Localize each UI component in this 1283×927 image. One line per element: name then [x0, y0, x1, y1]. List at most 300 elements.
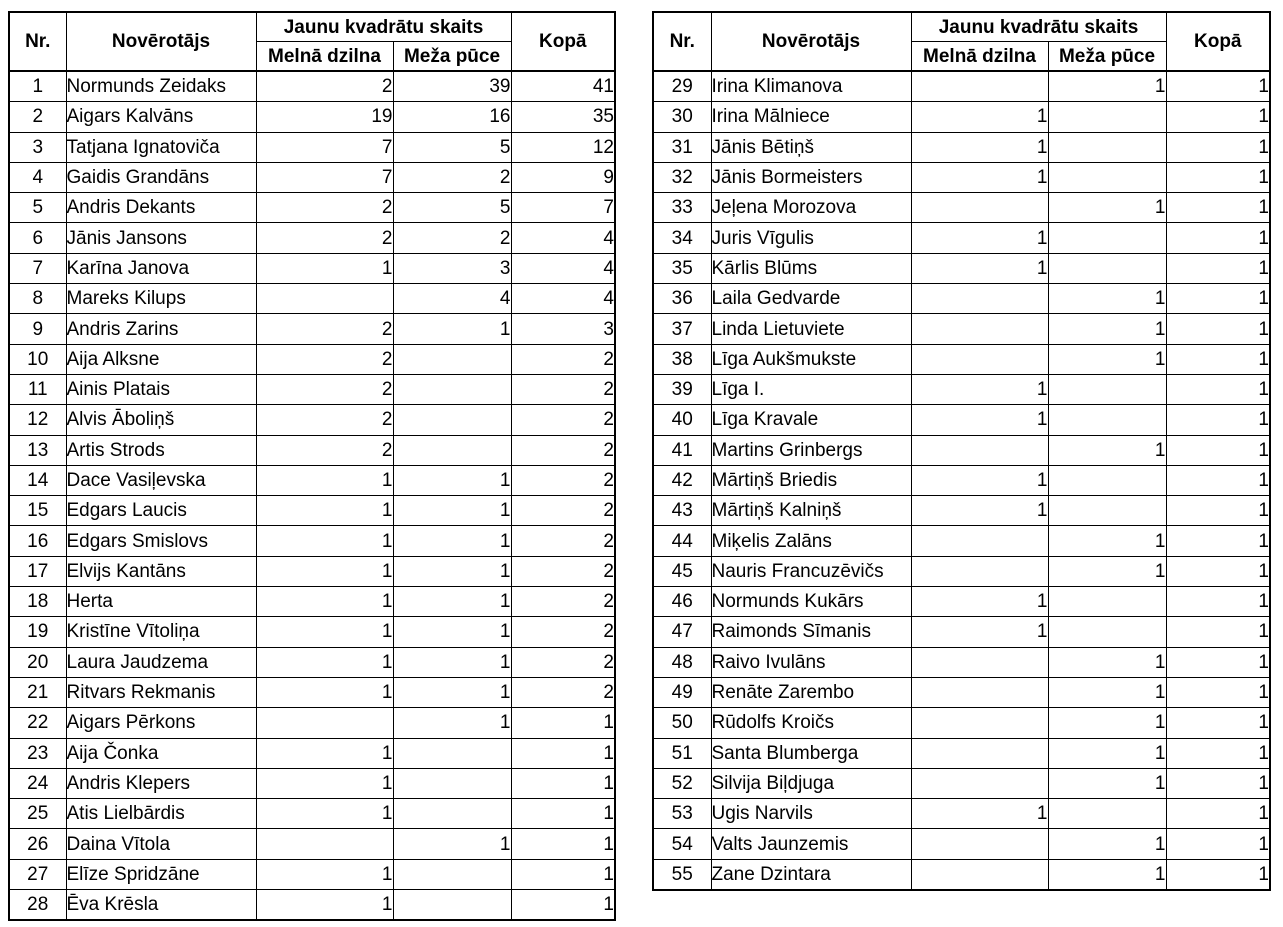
header-new-squares: Jaunu kvadrātu skaits — [256, 12, 511, 42]
row-number: 31 — [653, 132, 711, 162]
tawny-owl-count: 1 — [1048, 829, 1166, 859]
total-count: 1 — [1166, 465, 1270, 495]
total-count: 1 — [511, 768, 615, 798]
table-row — [9, 677, 615, 707]
total-count: 41 — [511, 71, 615, 102]
table-row — [653, 253, 1270, 283]
header-tawny-owl: Meža pūce — [393, 42, 511, 72]
tawny-owl-count — [393, 405, 511, 435]
row-number: 22 — [9, 708, 66, 738]
observer-name: Alvis Āboliņš — [66, 405, 256, 435]
total-count: 2 — [511, 587, 615, 617]
observer-name: Nauris Francuzēvičs — [711, 556, 911, 586]
total-count: 12 — [511, 132, 615, 162]
tawny-owl-count: 1 — [1048, 556, 1166, 586]
observer-name: Jeļena Morozova — [711, 193, 911, 223]
header-black-woodpecker: Melnā dzilna — [911, 42, 1048, 72]
observer-name: Ritvars Rekmanis — [66, 677, 256, 707]
observer-name: Atis Lielbārdis — [66, 799, 256, 829]
observer-name: Karīna Janova — [66, 253, 256, 283]
total-count: 1 — [511, 890, 615, 921]
black-woodpecker-count: 1 — [256, 496, 393, 526]
black-woodpecker-count: 1 — [256, 799, 393, 829]
table-row — [653, 677, 1270, 707]
total-count: 1 — [1166, 677, 1270, 707]
black-woodpecker-count — [911, 859, 1048, 890]
observers-table-right — [652, 11, 1271, 891]
table-body-right — [653, 71, 1270, 890]
row-number: 46 — [653, 587, 711, 617]
table-row — [9, 890, 615, 921]
total-count: 1 — [1166, 768, 1270, 798]
row-number: 29 — [653, 71, 711, 102]
table-row — [9, 526, 615, 556]
observer-name: Irina Klimanova — [711, 71, 911, 102]
observer-name: Mārtiņš Kalniņš — [711, 496, 911, 526]
header-nr: Nr. — [9, 12, 66, 71]
black-woodpecker-count: 1 — [256, 677, 393, 707]
row-number: 20 — [9, 647, 66, 677]
black-woodpecker-count: 2 — [256, 223, 393, 253]
row-number: 23 — [9, 738, 66, 768]
black-woodpecker-count — [256, 708, 393, 738]
table-row — [9, 708, 615, 738]
row-number: 49 — [653, 677, 711, 707]
black-woodpecker-count — [911, 647, 1048, 677]
table-row — [9, 496, 615, 526]
black-woodpecker-count: 1 — [256, 768, 393, 798]
table-body-left — [9, 71, 615, 920]
observer-name: Herta — [66, 587, 256, 617]
observer-name: Normunds Zeidaks — [66, 71, 256, 102]
table-row — [653, 829, 1270, 859]
total-count: 9 — [511, 162, 615, 192]
row-number: 2 — [9, 102, 66, 132]
table-row — [9, 162, 615, 192]
observer-name: Andris Zarins — [66, 314, 256, 344]
observer-name: Normunds Kukārs — [711, 587, 911, 617]
total-count: 2 — [511, 344, 615, 374]
observer-name: Zane Dzintara — [711, 859, 911, 890]
black-woodpecker-count: 2 — [256, 344, 393, 374]
row-number: 18 — [9, 587, 66, 617]
black-woodpecker-count: 19 — [256, 102, 393, 132]
table-row — [653, 647, 1270, 677]
total-count: 1 — [1166, 647, 1270, 677]
tawny-owl-count: 1 — [1048, 708, 1166, 738]
observer-name: Elīze Spridzāne — [66, 859, 256, 889]
black-woodpecker-count: 1 — [256, 738, 393, 768]
black-woodpecker-count: 2 — [256, 374, 393, 404]
table-row — [653, 435, 1270, 465]
observer-name: Jānis Bormeisters — [711, 162, 911, 192]
table-row — [653, 465, 1270, 495]
tawny-owl-count: 2 — [393, 162, 511, 192]
tawny-owl-count: 1 — [1048, 314, 1166, 344]
row-number: 28 — [9, 890, 66, 921]
total-count: 1 — [511, 738, 615, 768]
black-woodpecker-count: 1 — [256, 465, 393, 495]
black-woodpecker-count: 1 — [256, 647, 393, 677]
total-count: 1 — [1166, 526, 1270, 556]
total-count: 1 — [1166, 496, 1270, 526]
black-woodpecker-count — [911, 344, 1048, 374]
tawny-owl-count — [1048, 223, 1166, 253]
table-row — [653, 162, 1270, 192]
row-number: 21 — [9, 677, 66, 707]
observer-name: Valts Jaunzemis — [711, 829, 911, 859]
table-row — [9, 768, 615, 798]
header-tawny-owl: Meža pūce — [1048, 42, 1166, 72]
tawny-owl-count: 1 — [393, 556, 511, 586]
total-count: 2 — [511, 526, 615, 556]
tawny-owl-count — [393, 435, 511, 465]
row-number: 37 — [653, 314, 711, 344]
black-woodpecker-count — [911, 829, 1048, 859]
tawny-owl-count: 1 — [393, 526, 511, 556]
row-number: 25 — [9, 799, 66, 829]
tawny-owl-count: 1 — [393, 708, 511, 738]
tawny-owl-count: 1 — [1048, 647, 1166, 677]
observer-name: Edgars Smislovs — [66, 526, 256, 556]
row-number: 38 — [653, 344, 711, 374]
black-woodpecker-count: 2 — [256, 435, 393, 465]
total-count: 1 — [511, 799, 615, 829]
observer-name: Aigars Pērkons — [66, 708, 256, 738]
total-count: 1 — [1166, 435, 1270, 465]
total-count: 2 — [511, 405, 615, 435]
table-row — [653, 526, 1270, 556]
tawny-owl-count — [1048, 799, 1166, 829]
row-number: 54 — [653, 829, 711, 859]
tawny-owl-count: 3 — [393, 253, 511, 283]
row-number: 30 — [653, 102, 711, 132]
total-count: 4 — [511, 223, 615, 253]
row-number: 33 — [653, 193, 711, 223]
tawny-owl-count — [1048, 102, 1166, 132]
observer-name: Juris Vīgulis — [711, 223, 911, 253]
black-woodpecker-count: 1 — [911, 799, 1048, 829]
black-woodpecker-count: 1 — [911, 587, 1048, 617]
total-count: 1 — [1166, 859, 1270, 890]
black-woodpecker-count — [911, 314, 1048, 344]
row-number: 17 — [9, 556, 66, 586]
tawny-owl-count: 16 — [393, 102, 511, 132]
table-row — [653, 708, 1270, 738]
total-count: 1 — [1166, 587, 1270, 617]
table-row — [653, 314, 1270, 344]
tawny-owl-count — [1048, 465, 1166, 495]
row-number: 44 — [653, 526, 711, 556]
observer-name: Andris Klepers — [66, 768, 256, 798]
observer-name: Rūdolfs Kroičs — [711, 708, 911, 738]
table-row — [653, 799, 1270, 829]
observer-name: Laura Jaudzema — [66, 647, 256, 677]
black-woodpecker-count: 1 — [911, 162, 1048, 192]
row-number: 55 — [653, 859, 711, 890]
row-number: 16 — [9, 526, 66, 556]
tawny-owl-count: 1 — [1048, 71, 1166, 102]
row-number: 4 — [9, 162, 66, 192]
black-woodpecker-count: 1 — [911, 405, 1048, 435]
black-woodpecker-count — [911, 768, 1048, 798]
black-woodpecker-count: 1 — [911, 102, 1048, 132]
observer-name: Irina Mālniece — [711, 102, 911, 132]
total-count: 35 — [511, 102, 615, 132]
observer-name: Dace Vasiļevska — [66, 465, 256, 495]
observer-name: Daina Vītola — [66, 829, 256, 859]
tawny-owl-count — [1048, 162, 1166, 192]
total-count: 1 — [511, 708, 615, 738]
tawny-owl-count: 1 — [393, 314, 511, 344]
table-row — [653, 556, 1270, 586]
row-number: 34 — [653, 223, 711, 253]
total-count: 1 — [1166, 374, 1270, 404]
black-woodpecker-count: 2 — [256, 405, 393, 435]
table-row — [653, 587, 1270, 617]
row-number: 48 — [653, 647, 711, 677]
observer-name: Gaidis Grandāns — [66, 162, 256, 192]
observer-name: Ainis Platais — [66, 374, 256, 404]
black-woodpecker-count: 2 — [256, 71, 393, 102]
tawny-owl-count — [393, 799, 511, 829]
observer-name: Artis Strods — [66, 435, 256, 465]
row-number: 6 — [9, 223, 66, 253]
tawny-owl-count: 5 — [393, 193, 511, 223]
tawny-owl-count: 1 — [1048, 284, 1166, 314]
total-count: 1 — [1166, 71, 1270, 102]
observer-name: Linda Lietuviete — [711, 314, 911, 344]
table-row — [653, 768, 1270, 798]
total-count: 1 — [511, 829, 615, 859]
observer-name: Miķelis Zalāns — [711, 526, 911, 556]
observer-name: Līga I. — [711, 374, 911, 404]
black-woodpecker-count: 1 — [911, 617, 1048, 647]
table-row — [9, 223, 615, 253]
black-woodpecker-count: 1 — [911, 132, 1048, 162]
black-woodpecker-count: 2 — [256, 314, 393, 344]
black-woodpecker-count — [911, 71, 1048, 102]
table-row — [653, 405, 1270, 435]
total-count: 1 — [1166, 829, 1270, 859]
observer-name: Raivo Ivulāns — [711, 647, 911, 677]
total-count: 1 — [1166, 162, 1270, 192]
row-number: 1 — [9, 71, 66, 102]
table-row — [653, 859, 1270, 890]
total-count: 1 — [1166, 253, 1270, 283]
total-count: 1 — [1166, 617, 1270, 647]
observer-name: Aija Čonka — [66, 738, 256, 768]
total-count: 3 — [511, 314, 615, 344]
black-woodpecker-count: 1 — [256, 890, 393, 921]
total-count: 2 — [511, 617, 615, 647]
black-woodpecker-count: 1 — [256, 253, 393, 283]
tawny-owl-count: 1 — [1048, 435, 1166, 465]
total-count: 1 — [1166, 193, 1270, 223]
total-count: 2 — [511, 647, 615, 677]
black-woodpecker-count: 7 — [256, 132, 393, 162]
table-row — [653, 193, 1270, 223]
observer-name: Kristīne Vītoliņa — [66, 617, 256, 647]
tawny-owl-count — [393, 768, 511, 798]
black-woodpecker-count — [911, 193, 1048, 223]
tawny-owl-count: 1 — [393, 829, 511, 859]
table-row — [653, 223, 1270, 253]
observer-name: Renāte Zarembo — [711, 677, 911, 707]
table-row — [653, 374, 1270, 404]
table-row — [653, 132, 1270, 162]
total-count: 1 — [1166, 132, 1270, 162]
tawny-owl-count — [1048, 132, 1166, 162]
tawny-owl-count — [1048, 374, 1166, 404]
tawny-owl-count: 1 — [393, 647, 511, 677]
black-woodpecker-count: 1 — [256, 617, 393, 647]
row-number: 10 — [9, 344, 66, 374]
total-count: 1 — [1166, 344, 1270, 374]
table-row — [653, 102, 1270, 132]
observer-name: Aigars Kalvāns — [66, 102, 256, 132]
total-count: 1 — [511, 859, 615, 889]
observer-name: Elvijs Kantāns — [66, 556, 256, 586]
observer-name: Jānis Bētiņš — [711, 132, 911, 162]
tawny-owl-count: 1 — [1048, 344, 1166, 374]
tawny-owl-count — [1048, 405, 1166, 435]
tawny-owl-count: 1 — [393, 617, 511, 647]
tawny-owl-count: 1 — [393, 587, 511, 617]
table-row — [9, 647, 615, 677]
black-woodpecker-count: 1 — [911, 223, 1048, 253]
row-number: 14 — [9, 465, 66, 495]
table-row — [653, 344, 1270, 374]
header-total: Kopā — [1166, 12, 1270, 71]
total-count: 1 — [1166, 799, 1270, 829]
total-count: 1 — [1166, 284, 1270, 314]
total-count: 1 — [1166, 738, 1270, 768]
row-number: 3 — [9, 132, 66, 162]
black-woodpecker-count: 1 — [911, 253, 1048, 283]
table-row — [9, 799, 615, 829]
row-number: 19 — [9, 617, 66, 647]
observer-name: Silvija Biļdjuga — [711, 768, 911, 798]
observer-name: Martins Grinbergs — [711, 435, 911, 465]
header-observer: Novērotājs — [66, 12, 256, 71]
black-woodpecker-count: 1 — [911, 374, 1048, 404]
tawny-owl-count: 39 — [393, 71, 511, 102]
tawny-owl-count: 1 — [1048, 677, 1166, 707]
black-woodpecker-count: 1 — [256, 587, 393, 617]
tawny-owl-count: 2 — [393, 223, 511, 253]
row-number: 13 — [9, 435, 66, 465]
tawny-owl-count — [393, 890, 511, 921]
total-count: 1 — [1166, 314, 1270, 344]
header-observer: Novērotājs — [711, 12, 911, 71]
observer-name: Mareks Kilups — [66, 284, 256, 314]
row-number: 47 — [653, 617, 711, 647]
black-woodpecker-count: 1 — [911, 496, 1048, 526]
observer-name: Kārlis Blūms — [711, 253, 911, 283]
tawny-owl-count — [393, 344, 511, 374]
table-row — [9, 465, 615, 495]
row-number: 53 — [653, 799, 711, 829]
observer-name: Andris Dekants — [66, 193, 256, 223]
row-number: 7 — [9, 253, 66, 283]
observer-name: Edgars Laucis — [66, 496, 256, 526]
table-row — [653, 617, 1270, 647]
header-total: Kopā — [511, 12, 615, 71]
black-woodpecker-count — [911, 708, 1048, 738]
table-row — [653, 496, 1270, 526]
black-woodpecker-count — [911, 284, 1048, 314]
table-row — [9, 253, 615, 283]
black-woodpecker-count — [911, 435, 1048, 465]
observer-name: Santa Blumberga — [711, 738, 911, 768]
table-row — [9, 102, 615, 132]
total-count: 1 — [1166, 223, 1270, 253]
table-row — [9, 738, 615, 768]
tawny-owl-count: 1 — [393, 496, 511, 526]
table-row — [9, 556, 615, 586]
total-count: 7 — [511, 193, 615, 223]
tawny-owl-count — [1048, 253, 1166, 283]
row-number: 40 — [653, 405, 711, 435]
black-woodpecker-count — [911, 738, 1048, 768]
tawny-owl-count: 5 — [393, 132, 511, 162]
observer-name: Raimonds Sīmanis — [711, 617, 911, 647]
observer-name: Ēva Krēsla — [66, 890, 256, 921]
tawny-owl-count — [393, 859, 511, 889]
total-count: 1 — [1166, 405, 1270, 435]
total-count: 4 — [511, 253, 615, 283]
tawny-owl-count: 1 — [1048, 768, 1166, 798]
table-row — [9, 132, 615, 162]
row-number: 45 — [653, 556, 711, 586]
black-woodpecker-count: 2 — [256, 193, 393, 223]
header-black-woodpecker: Melnā dzilna — [256, 42, 393, 72]
row-number: 15 — [9, 496, 66, 526]
total-count: 1 — [1166, 102, 1270, 132]
row-number: 43 — [653, 496, 711, 526]
table-row — [9, 587, 615, 617]
row-number: 24 — [9, 768, 66, 798]
table-row — [9, 829, 615, 859]
table-row — [653, 738, 1270, 768]
table-row — [9, 405, 615, 435]
tawny-owl-count — [1048, 496, 1166, 526]
tawny-owl-count — [393, 738, 511, 768]
row-number: 50 — [653, 708, 711, 738]
observers-table-left — [8, 11, 616, 921]
table-row — [9, 71, 615, 102]
table-row — [9, 374, 615, 404]
tawny-owl-count: 1 — [393, 677, 511, 707]
total-count: 2 — [511, 556, 615, 586]
observer-name: Līga Kravale — [711, 405, 911, 435]
tawny-owl-count — [1048, 587, 1166, 617]
black-woodpecker-count: 1 — [256, 526, 393, 556]
table-row — [9, 284, 615, 314]
table-row — [653, 71, 1270, 102]
total-count: 2 — [511, 496, 615, 526]
black-woodpecker-count — [256, 829, 393, 859]
observer-name: Laila Gedvarde — [711, 284, 911, 314]
observer-name: Jānis Jansons — [66, 223, 256, 253]
table-row — [9, 314, 615, 344]
total-count: 2 — [511, 677, 615, 707]
table-row — [653, 284, 1270, 314]
table-row — [9, 617, 615, 647]
tawny-owl-count: 4 — [393, 284, 511, 314]
black-woodpecker-count — [911, 526, 1048, 556]
